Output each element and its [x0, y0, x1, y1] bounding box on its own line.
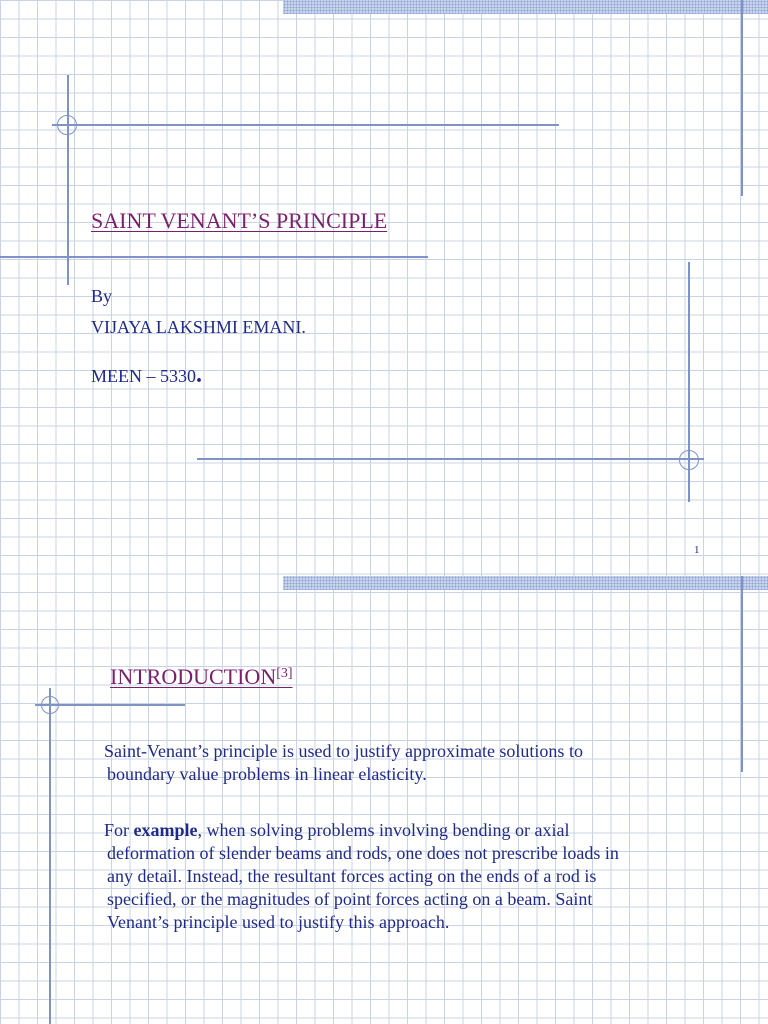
- para2-line-1: [104, 819, 619, 842]
- para2-line-5: Venant’s principle used to justify this approach.: [107, 912, 450, 932]
- para2-line-1-rest: , when solving problems involving bending or axial: [197, 820, 570, 840]
- decor-vline-intro: [49, 688, 51, 1024]
- page-number: 1: [694, 544, 700, 556]
- course-code: [91, 362, 202, 389]
- para2-line-3: any detail. Instead, the resultant forces acting on the ends of a rod is: [107, 866, 597, 886]
- para2-prefix: For: [104, 820, 134, 840]
- decor-hline-mid: [0, 256, 428, 258]
- top-decor-band-2: [283, 576, 768, 590]
- intro-title: [110, 664, 293, 690]
- slide-title: SAINT VENANT’S PRINCIPLE: [91, 208, 388, 233]
- course-code-dot: .: [196, 362, 202, 388]
- by-label: By: [91, 286, 113, 306]
- intro-paragraph-2: [104, 819, 619, 934]
- intro-title-ref: [3]: [276, 666, 293, 681]
- decor-vline-left: [67, 75, 69, 285]
- para2-line-2: deformation of slender beams and rods, one does not prescribe loads in: [107, 843, 619, 863]
- top-decor-band: [283, 0, 768, 14]
- decor-vline-right: [741, 0, 743, 196]
- para2-line-4: specified, or the magnitudes of point forces acting on a beam. Saint: [107, 889, 593, 909]
- para1-line-1: Saint-Venant’s principle is used to justify approximate solutions to: [104, 741, 583, 761]
- decor-vline-right-2: [741, 576, 743, 772]
- course-code-text: MEEN – 5330: [91, 366, 196, 386]
- slide-2: [0, 576, 768, 1024]
- decor-hline-top: [52, 124, 559, 126]
- intro-paragraph-1: [104, 740, 583, 786]
- para2-bold-example: example: [133, 820, 198, 840]
- decor-hline-bottom: [197, 458, 704, 460]
- decor-circle-bottom-right: [679, 450, 699, 470]
- decor-circle-intro: [41, 696, 59, 714]
- decor-circle-top-left: [57, 115, 77, 135]
- intro-title-text: INTRODUCTION: [110, 664, 277, 689]
- para1-line-2: boundary value problems in linear elasticity.: [107, 764, 427, 784]
- author-name: VIJAYA LAKSHMI EMANI.: [91, 317, 306, 337]
